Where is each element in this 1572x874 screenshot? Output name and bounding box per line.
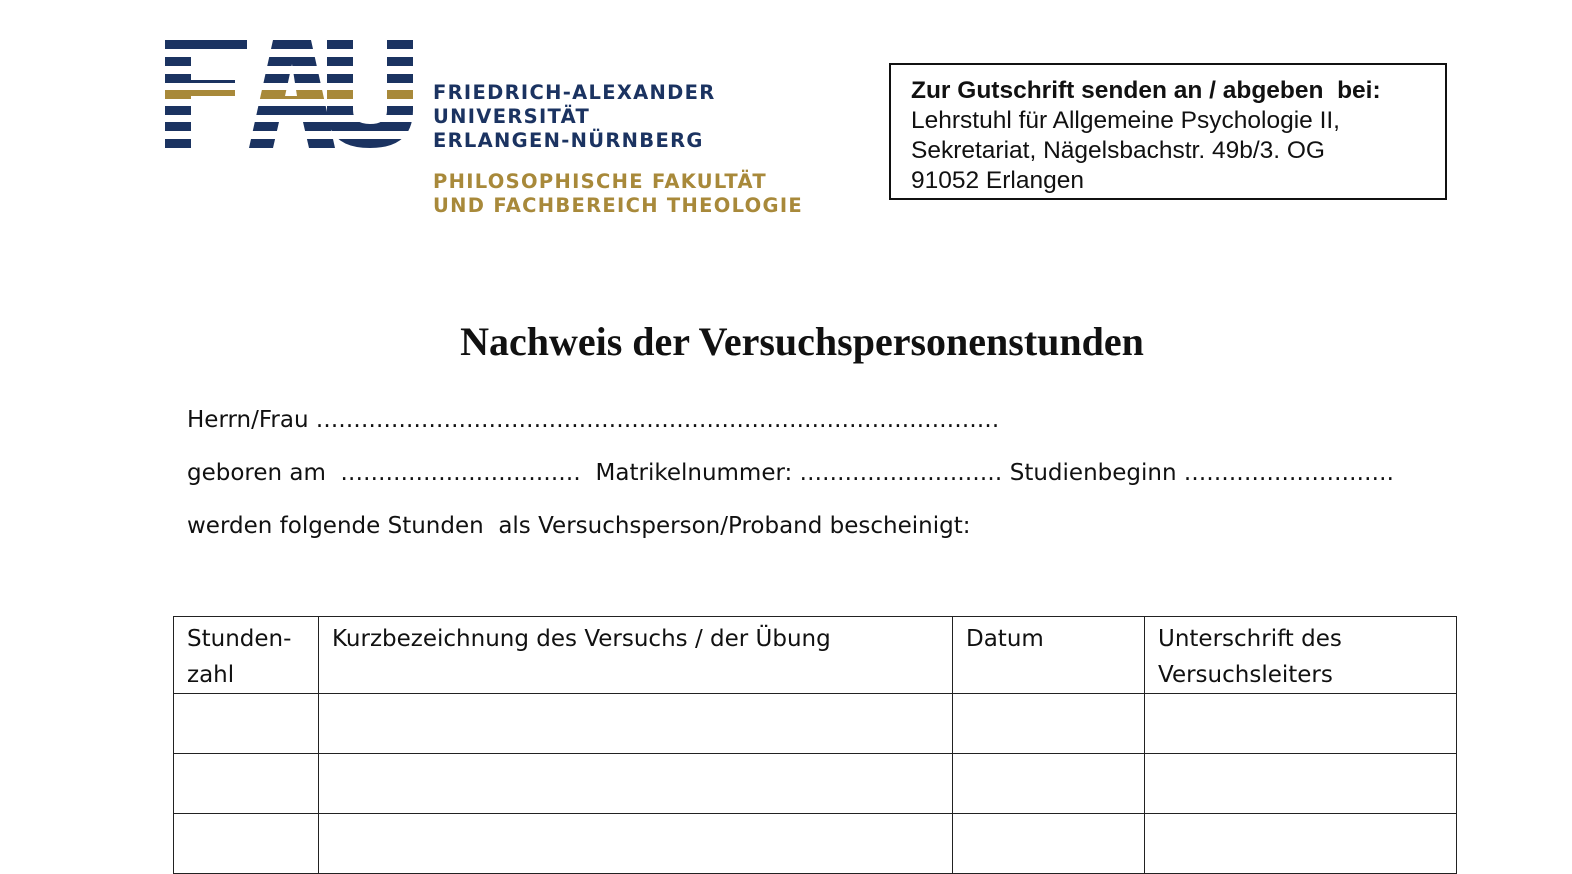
- table-row: [174, 694, 1457, 754]
- address-box: [889, 63, 1447, 200]
- matrikel-fill-line[interactable]: ...........................: [799, 460, 1003, 486]
- header-hours-line: zahl: [187, 662, 235, 688]
- matrikel-label: Matrikelnummer:: [595, 460, 793, 486]
- name-field-row: [187, 406, 999, 434]
- document-title: Nachweis der Versuchspersonenstunden: [460, 319, 1144, 364]
- statement-text: werden folgende Stunden als Versuchsperson/Proband bescheinigt:: [187, 513, 971, 539]
- cell-signature[interactable]: [1145, 694, 1457, 754]
- header-description: [319, 617, 953, 694]
- university-name-line: FRIEDRICH-ALEXANDER: [433, 81, 716, 104]
- address-line: Lehrstuhl für Allgemeine Psychologie II,: [911, 107, 1340, 134]
- faculty-name-line: PHILOSOPHISCHE FAKULTÄT: [433, 170, 767, 193]
- cell-date[interactable]: [953, 694, 1145, 754]
- fau-logo-icon: [165, 40, 413, 148]
- studienbeginn-label: Studienbeginn: [1009, 460, 1177, 486]
- table-row: [174, 754, 1457, 814]
- cell-description[interactable]: [319, 754, 953, 814]
- birth-label: geboren am: [187, 460, 326, 486]
- cell-date[interactable]: [953, 754, 1145, 814]
- table-header-row: [174, 617, 1457, 694]
- address-line: Sekretariat, Nägelsbachstr. 49b/3. OG: [911, 137, 1325, 164]
- address-heading: Zur Gutschrift senden an / abgeben bei:: [911, 77, 1381, 104]
- header-signature-line: Versuchsleiters: [1158, 662, 1333, 688]
- cell-date[interactable]: [953, 814, 1145, 874]
- cell-hours[interactable]: [174, 814, 319, 874]
- cell-description[interactable]: [319, 694, 953, 754]
- faculty-name-line: UND FACHBEREICH THEOLOGIE: [433, 194, 804, 217]
- name-label: Herrn/Frau: [187, 407, 309, 433]
- university-name: [433, 81, 716, 153]
- university-name-line: ERLANGEN-NÜRNBERG: [433, 129, 704, 152]
- faculty-name: [433, 170, 803, 218]
- studienbeginn-fill-line[interactable]: ............................: [1183, 460, 1395, 486]
- address-line: 91052 Erlangen: [911, 167, 1085, 194]
- header-description-line: Kurzbezeichnung des Versuchs / der Übung: [332, 626, 831, 652]
- details-field-row: [187, 459, 1394, 487]
- name-fill-line[interactable]: ...........................................................................................: [315, 407, 1000, 433]
- header-signature: [1145, 617, 1457, 694]
- header-hours: [174, 617, 319, 694]
- table-row: [174, 814, 1457, 874]
- cell-description[interactable]: [319, 814, 953, 874]
- birth-fill-line[interactable]: ................................: [340, 460, 581, 486]
- cell-signature[interactable]: [1145, 814, 1457, 874]
- university-name-line: UNIVERSITÄT: [433, 105, 591, 128]
- cell-signature[interactable]: [1145, 754, 1457, 814]
- cell-hours[interactable]: [174, 754, 319, 814]
- header-date-line: Datum: [966, 626, 1044, 652]
- cell-hours[interactable]: [174, 694, 319, 754]
- header-hours-line: Stunden-: [187, 626, 292, 652]
- hours-table: [173, 616, 1457, 874]
- header-date: [953, 617, 1145, 694]
- header-signature-line: Unterschrift des: [1158, 626, 1342, 652]
